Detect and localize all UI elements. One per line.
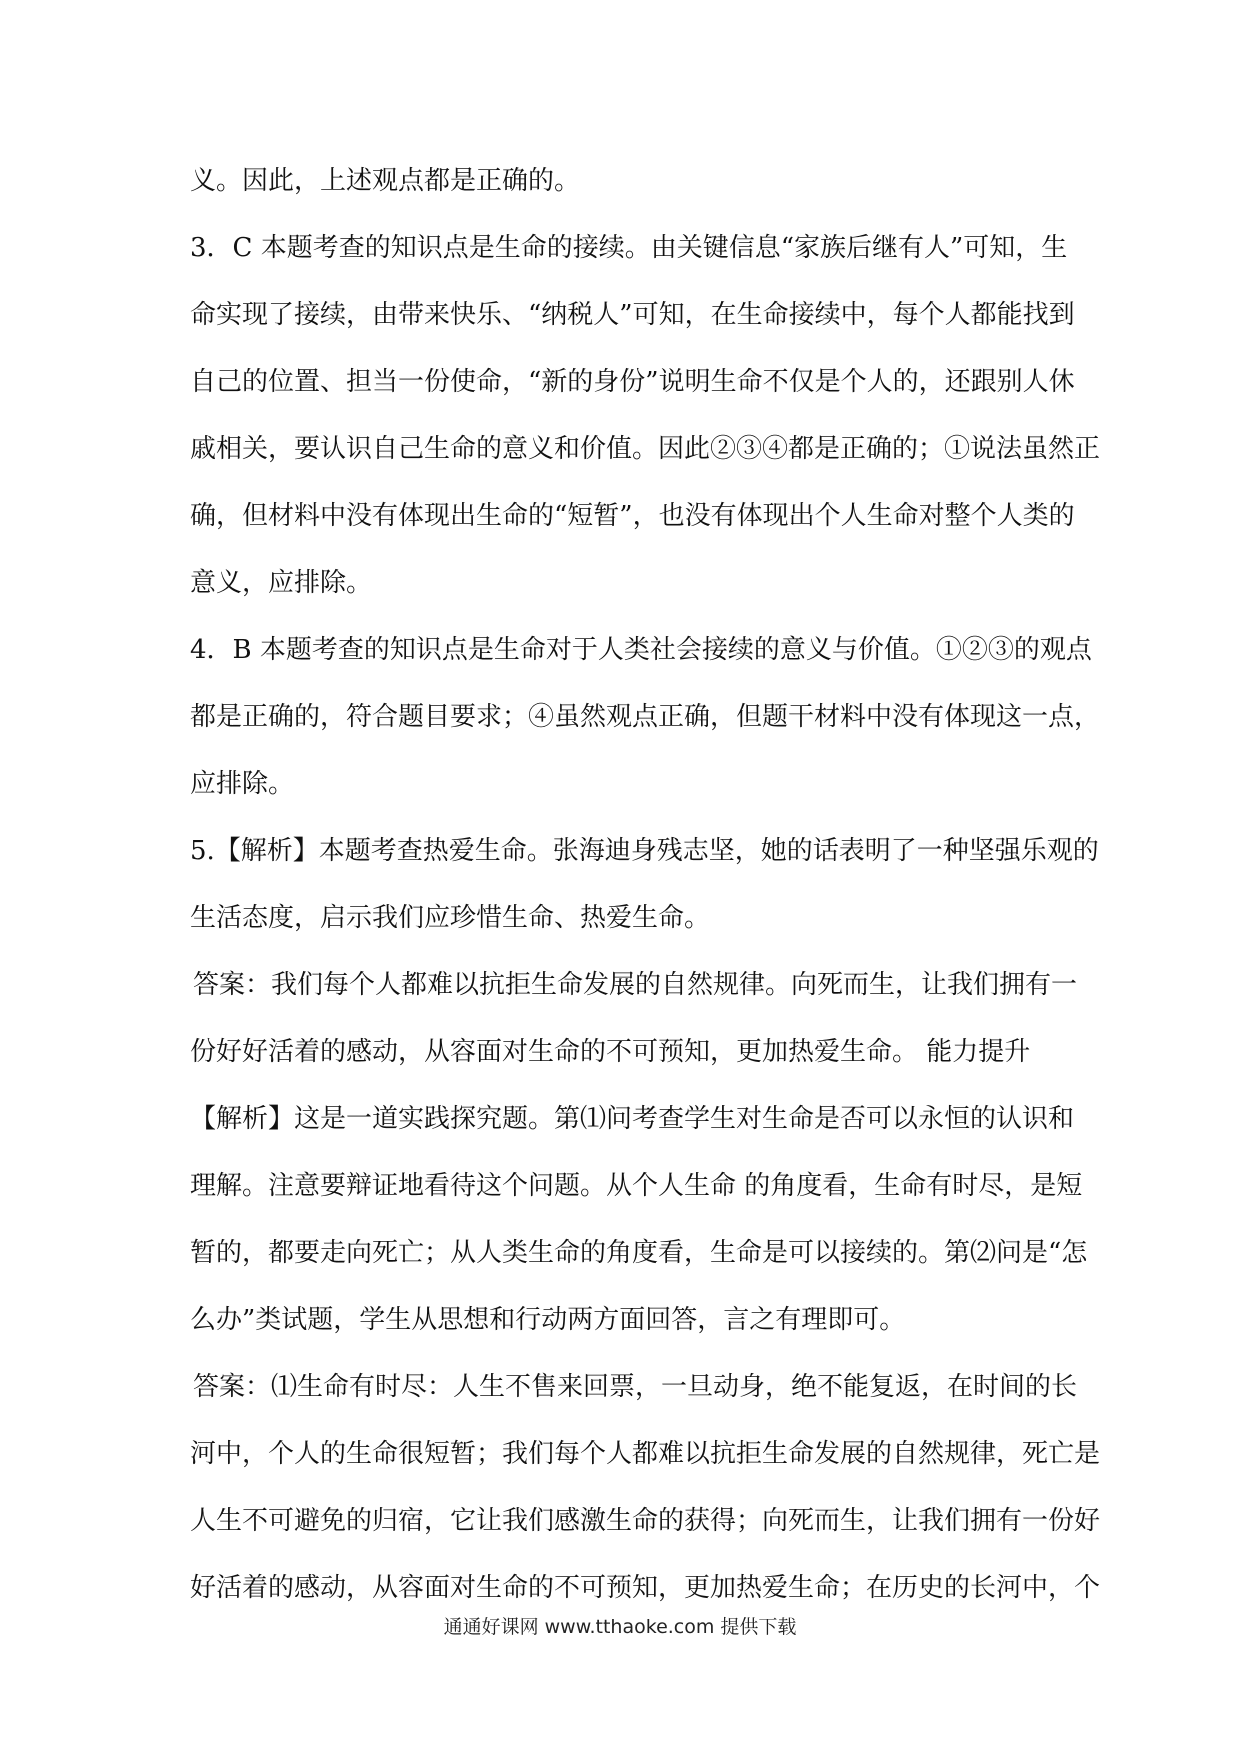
text-line: 应排除。 bbox=[190, 769, 295, 799]
text-line: 义。因此，上述观点都是正确的。 bbox=[190, 166, 581, 196]
text-line: 都是正确的，符合题目要求；④虽然观点正确，但题干材料中没有体现这一点， bbox=[190, 702, 1101, 732]
page-footer: 通通好课网 www.tthaoke.com 提供下载 bbox=[443, 1616, 797, 1638]
text-line: 答案：⑴生命有时尽：人生不售来回票，一旦动身，绝不能复返，在时间的长 bbox=[193, 1372, 1078, 1402]
text-line: 【解析】这是一道实践探究题。第⑴问考查学生对生命是否可以永恒的认识和 bbox=[190, 1104, 1075, 1134]
text-line: 么办”类试题，学生从思想和行动两方面回答，言之有理即可。 bbox=[190, 1305, 906, 1335]
text-line: 暂的，都要走向死亡；从人类生命的角度看，生命是可以接续的。第⑵问是“怎 bbox=[190, 1238, 1088, 1268]
text-line: 意义，应排除。 bbox=[190, 568, 373, 598]
text-line: 命实现了接续，由带来快乐、“纳税人”可知，在生命接续中，每个人都能找到 bbox=[190, 300, 1075, 330]
text-line: 理解。注意要辩证地看待这个问题。从个人生命 的角度看，生命有时尽，是短 bbox=[190, 1171, 1083, 1201]
text-line: 4．B 本题考查的知识点是生命对于人类社会接续的意义与价值。①②③的观点 bbox=[190, 635, 1092, 665]
text-line: 生活态度，启示我们应珍惜生命、热爱生命。 bbox=[190, 903, 711, 933]
text-line: 份好好活着的感动，从容面对生命的不可预知，更加热爱生命。 能力提升 bbox=[190, 1037, 1031, 1067]
text-line: 答案：我们每个人都难以抗拒生命发展的自然规律。向死而生，让我们拥有一 bbox=[193, 970, 1078, 1000]
answer-text-body bbox=[190, 148, 1101, 1622]
text-line: 5.【解析】本题考查热爱生命。张海迪身残志坚，她的话表明了一种坚强乐观的 bbox=[190, 836, 1099, 866]
text-line: 3．C 本题考查的知识点是生命的接续。由关键信息“家族后继有人”可知，生 bbox=[190, 233, 1068, 263]
text-line: 河中，个人的生命很短暂；我们每个人都难以抗拒生命发展的自然规律，死亡是 bbox=[190, 1439, 1101, 1469]
text-line: 人生不可避免的归宿，它让我们感激生命的获得；向死而生，让我们拥有一份好 bbox=[190, 1506, 1101, 1536]
text-line: 好活着的感动，从容面对生命的不可预知，更加热爱生命；在历史的长河中，个 bbox=[190, 1573, 1101, 1603]
text-line: 确，但材料中没有体现出生命的“短暂”，也没有体现出个人生命对整个人类的 bbox=[190, 501, 1075, 531]
text-line: 戚相关，要认识自己生命的意义和价值。因此②③④都是正确的；①说法虽然正 bbox=[190, 434, 1101, 464]
text-line: 自己的位置、担当一份使命，“新的身份”说明生命不仅是个人的，还跟别人休 bbox=[190, 367, 1075, 397]
